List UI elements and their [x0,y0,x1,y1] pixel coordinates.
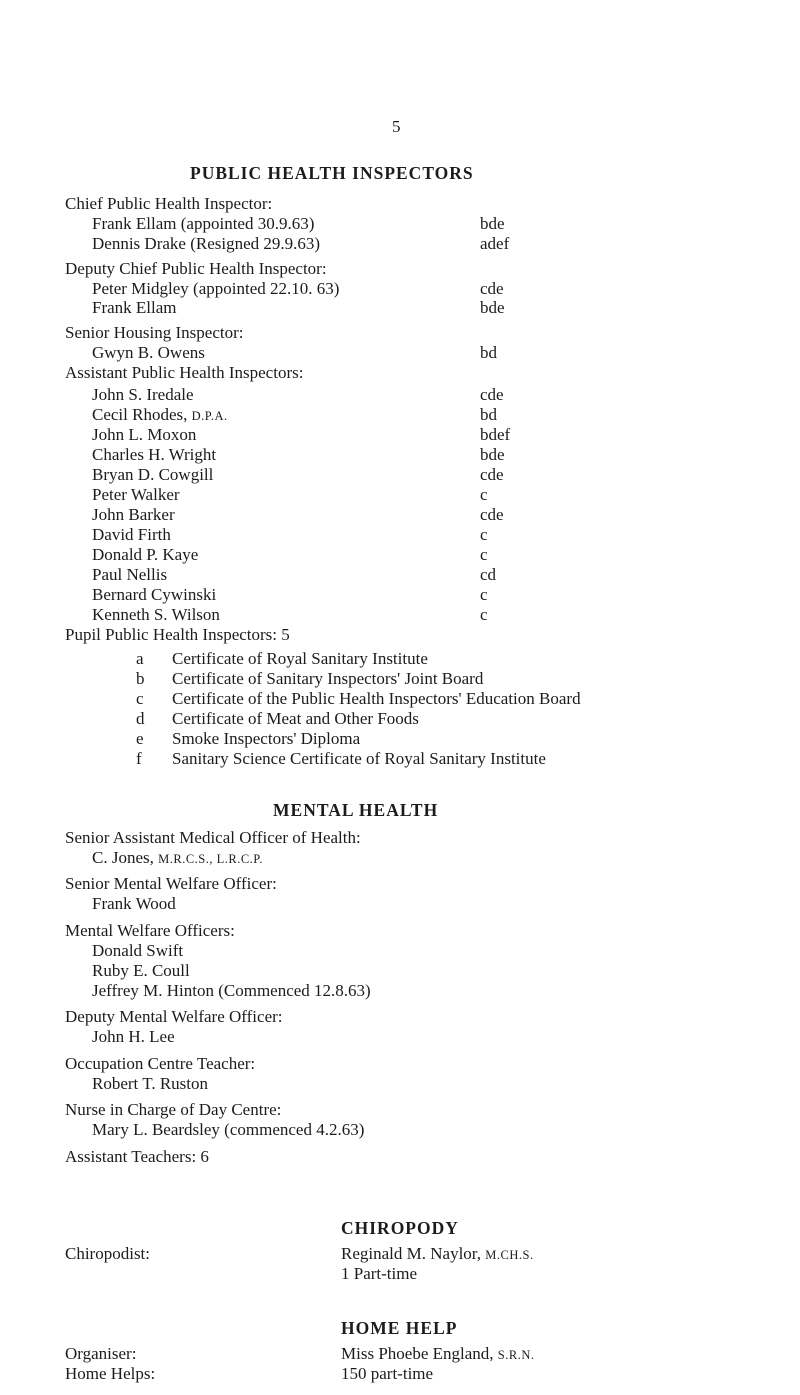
staff-name: Robert T. Ruston [92,1074,209,1093]
home-helps-label: Home Helps: [65,1364,156,1383]
organiser-label: Organiser: [65,1344,137,1363]
page-number: 5 [392,117,401,136]
section-heading-public-health-inspectors: PUBLIC HEALTH INSPECTORS [190,163,474,183]
legend-text: Certificate of Meat and Other Foods [172,709,419,728]
qualification-code: c [480,545,488,564]
staff-name: Peter Midgley (appointed 22.10. 63) [92,279,340,298]
qualification-code: c [480,605,488,624]
staff-name: John S. Iredale [92,385,194,404]
qualification-code: cd [480,565,497,584]
staff-name: Peter Walker [92,485,180,504]
staff-name: Cecil Rhodes, D.P.A. [92,405,228,424]
staff-name: C. Jones, M.R.C.S., L.R.C.P. [92,848,263,867]
staff-name: Ruby E. Coull [92,961,190,980]
assistant-inspectors-title: Assistant Public Health Inspectors: [65,363,304,382]
qualification-suffix: D.P.A. [191,409,228,423]
qualification-code: bdef [480,425,511,444]
staff-name: Reginald M. Naylor, M.CH.S. [341,1244,534,1263]
legend-key: d [136,709,145,728]
legend-text: Smoke Inspectors' Diploma [172,729,361,748]
legend-key: a [136,649,144,668]
staff-name: Dennis Drake (Resigned 29.9.63) [92,234,321,253]
mwo-title: Mental Welfare Officers: [65,921,235,940]
staff-name: David Firth [92,525,171,544]
section-heading-chiropody: CHIROPODY [341,1218,459,1238]
teacher-title: Occupation Centre Teacher: [65,1054,256,1073]
section-heading-home-help: HOME HELP [341,1318,458,1338]
staff-name: Bryan D. Cowgill [92,465,214,484]
qualification-code: adef [480,234,510,253]
nurse-title: Nurse in Charge of Day Centre: [65,1100,282,1119]
deputy-mwo-title: Deputy Mental Welfare Officer: [65,1007,283,1026]
assistant-teachers: Assistant Teachers: 6 [65,1147,209,1166]
part-time-count: 1 Part-time [341,1264,418,1283]
staff-name: Donald P. Kaye [92,545,199,564]
legend-text: Certificate of Sanitary Inspectors' Joint Board [172,669,484,688]
qualification-suffix: M.R.C.S., L.R.C.P. [158,852,263,866]
qualification-code: bd [480,343,497,362]
qualification-code: c [480,585,488,604]
staff-name: Frank Ellam [92,298,177,317]
legend-key: e [136,729,144,748]
senior-mwo-title: Senior Mental Welfare Officer: [65,874,277,893]
qualification-suffix: S.R.N. [497,1348,535,1362]
legend-key: b [136,669,145,688]
qualification-code: cde [480,505,504,524]
staff-name: Frank Ellam (appointed 30.9.63) [92,214,315,233]
staff-name: John Barker [92,505,175,524]
qualification-code: bde [480,214,505,233]
deputy-title: Deputy Chief Public Health Inspector: [65,259,327,278]
senior-housing-title: Senior Housing Inspector: [65,323,244,342]
staff-name: Frank Wood [92,894,176,913]
staff-name: Donald Swift [92,941,184,960]
qualification-code: c [480,485,488,504]
chief-title: Chief Public Health Inspector: [65,194,273,213]
staff-name: Jeffrey M. Hinton (Commenced 12.8.63) [92,981,371,1000]
staff-name: Charles H. Wright [92,445,217,464]
qualification-suffix: M.CH.S. [485,1248,534,1262]
staff-name: Kenneth S. Wilson [92,605,220,624]
legend-text: Certificate of Royal Sanitary Institute [172,649,428,668]
staff-name: Miss Phoebe England, S.R.N. [341,1344,535,1363]
senior-amo-title: Senior Assistant Medical Officer of Health: [65,828,361,847]
staff-name: Gwyn B. Owens [92,343,205,362]
qualification-code: cde [480,279,504,298]
section-heading-mental-health: MENTAL HEALTH [273,800,439,820]
legend-text: Certificate of the Public Health Inspectors' Education Board [172,689,581,708]
qualification-code: bd [480,405,497,424]
qualification-code: cde [480,385,504,404]
legend-key: c [136,689,144,708]
staff-name: John L. Moxon [92,425,197,444]
staff-name: Paul Nellis [92,565,168,584]
qualification-code: cde [480,465,504,484]
staff-name: Bernard Cywinski [92,585,217,604]
legend-key: f [136,749,142,768]
legend-text: Sanitary Science Certificate of Royal Sanitary Institute [172,749,546,768]
qualification-code: bde [480,298,505,317]
staff-name: John H. Lee [92,1027,175,1046]
home-helps-count: 150 part-time [341,1364,434,1383]
qualification-code: bde [480,445,505,464]
qualification-code: c [480,525,488,544]
chiropodist-label: Chiropodist: [65,1244,151,1263]
staff-name: Mary L. Beardsley (commenced 4.2.63) [92,1120,365,1139]
pupil-inspectors: Pupil Public Health Inspectors: 5 [65,625,290,644]
